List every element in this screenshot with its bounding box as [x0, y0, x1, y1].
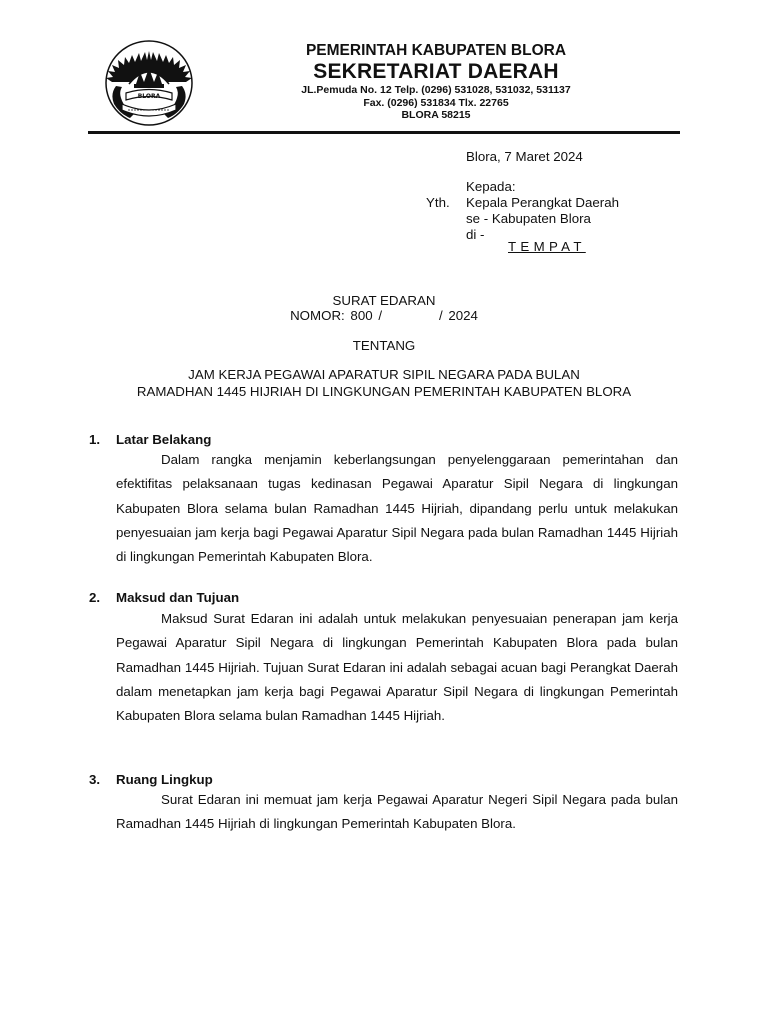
- section-body-latar-belakang: [116, 448, 678, 569]
- recipient-line-1: Kepala Perangkat Daerah: [466, 195, 620, 210]
- letter-date: Blora, 7 Maret 2024: [466, 149, 583, 164]
- recipient-line-2: se - Kabupaten Blora: [466, 211, 591, 226]
- document-number: NOMOR: 800 / / 2024: [290, 308, 478, 323]
- recipient-place: TEMPAT: [508, 239, 586, 254]
- section-number: 1.: [89, 432, 101, 447]
- section-title-ruang-lingkup: Ruang Lingkup: [116, 772, 213, 787]
- subject-line-2: RAMADHAN 1445 HIJRIAH DI LINGKUNGAN PEMERINTAH KABUPATEN BLORA: [136, 384, 632, 399]
- kabupaten-blora-emblem-icon: [104, 38, 194, 128]
- document-type: SURAT EDARAN: [332, 293, 436, 308]
- recipient-line-3: di -: [466, 227, 485, 242]
- subject-line-1: JAM KERJA PEGAWAI APARATUR SIPIL NEGARA PADA BULAN: [188, 367, 580, 382]
- paragraph: Surat Edaran ini memuat jam kerja Pegawai Aparatur Negeri Sipil Negara pada bulan Ramadhan 1445 Hijriah di lingkungan Pemerintah Kabupaten Blora.: [116, 792, 678, 832]
- letterhead-office-name: SEKRETARIAT DAERAH: [313, 60, 559, 83]
- recipient-salutation: Yth.: [426, 195, 450, 210]
- section-body-ruang-lingkup: [116, 788, 678, 837]
- section-title-latar-belakang: Latar Belakang: [116, 432, 212, 447]
- section-body-maksud-dan-tujuan: [116, 607, 678, 728]
- paragraph: Dalam rangka menjamin keberlangsungan penyelenggaraan pemerintahan dan efektifitas pelaksanaan tugas kedinasan Pegawai Aparatur Sipil Negara di lingkungan Kabupaten Blora selama bulan Ramadhan 1445 Hijriah, dipandang perlu untuk melakukan penyesuaian jam kerja bagi Pegawai Aparatur Sipil Negara pada bulan Ramadhan 1445 Hijriah di lingkungan Pemerintah Kabupaten Blora.: [116, 452, 678, 565]
- subject-heading: TENTANG: [352, 338, 416, 353]
- svg-text:BLORA: BLORA: [137, 93, 161, 100]
- section-number: 3.: [89, 772, 101, 787]
- section-title-maksud-dan-tujuan: Maksud dan Tujuan: [116, 590, 240, 605]
- letterhead-address: JL.Pemuda No. 12 Telp. (0296) 531028, 531032, 531137: [301, 84, 571, 96]
- letterhead-fax: Fax. (0296) 531834 Tlx. 22765: [363, 97, 509, 109]
- section-number: 2.: [89, 590, 101, 605]
- paragraph: Maksud Surat Edaran ini adalah untuk melakukan penyesuaian penerapan jam kerja Pegawai Aparatur Sipil Negara di lingkungan Pemerintah Kabupaten Blora pada bulan Ramadhan 1445 Hijriah. Tujuan Surat Edaran ini adalah sebagai acuan bagi Perangkat Daerah dalam menetapkan jam kerja bagi Pegawai Aparatur Sipil Negara di lingkungan Pemerintah Kabupaten Blora selama bulan Ramadhan 1445 Hijriah.: [116, 611, 678, 724]
- letterhead-divider: [88, 131, 680, 134]
- recipient-heading: Kepada:: [466, 179, 516, 194]
- letterhead-government-name: PEMERINTAH KABUPATEN BLORA: [305, 42, 567, 59]
- letterhead-postal: BLORA 58215: [401, 109, 471, 121]
